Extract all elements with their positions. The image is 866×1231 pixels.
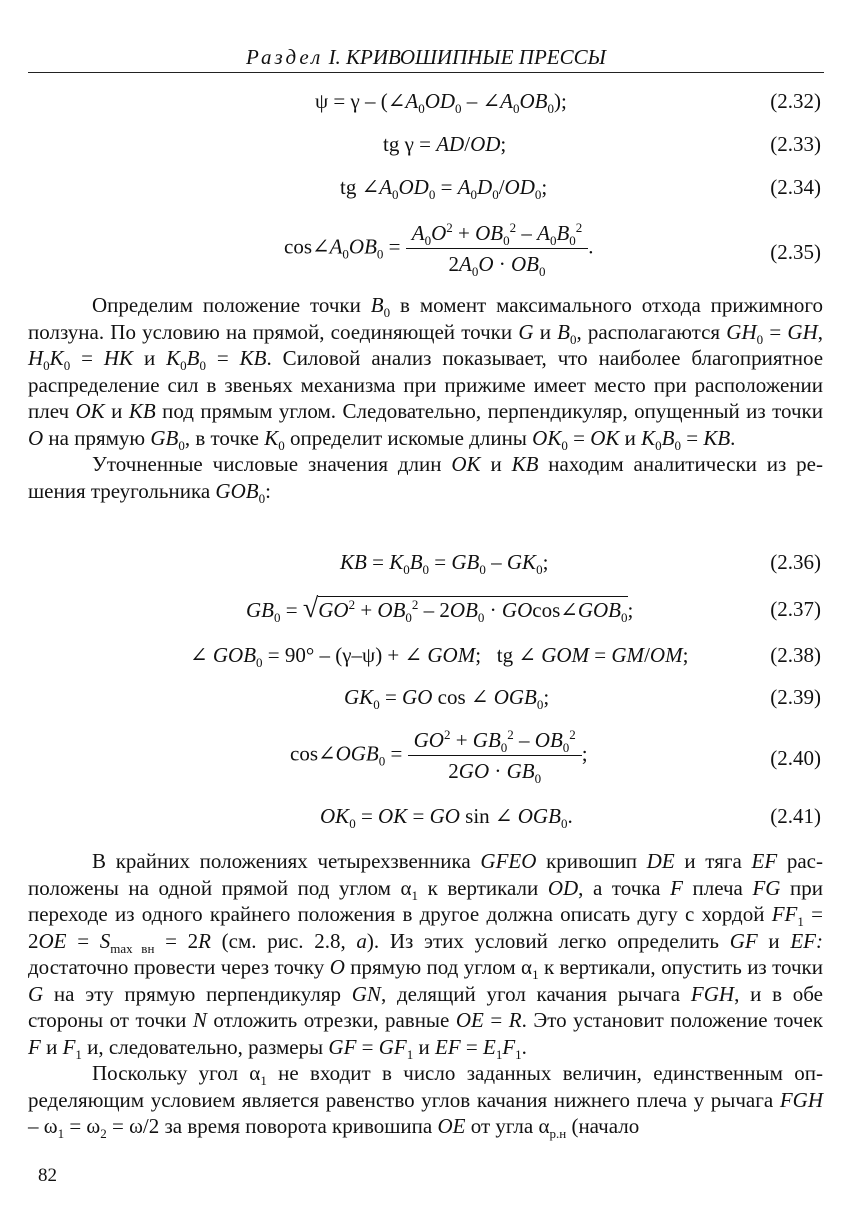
paragraph-1: Определим положение точки $B_0$ в момент максимального отхода прижимного ползуна. По условию на прямой, соединяющей точки G и $B_0$, располагаются $GH_0$ = GH, $H_0K_0$ = HK и $K_0B_0$ = KB. Силовой анализ показывает, что наиболее благоприятное распределение сил в звеньях механизма при прижиме имеет место при расположении плеч OK и KB под прямым углом. Следовательно, перпендикуляр, опущенный из точки O на прямую $GB_0$, в точке $K_0$ определит искомые длины $OK_0$ = OK и $K_0B_0$ = KB. Уточненные числовые значения длин OK и KB находим аналитически из решения треугольника $GOB_0$:	[28, 293, 824, 506]
page-number: 82	[38, 1165, 57, 1186]
equation-number: (2.39)	[770, 685, 821, 709]
equation-number: (2.40)	[770, 746, 821, 770]
equation-number: (2.41)	[770, 804, 821, 828]
section-label: Раздел	[246, 45, 324, 69]
running-header	[28, 44, 824, 73]
equation-number: (2.32)	[770, 89, 821, 113]
equation-number: (2.35)	[770, 240, 821, 264]
equation-number: (2.37)	[770, 597, 821, 621]
equation-number: (2.38)	[770, 643, 821, 667]
paragraph-2: В крайних положениях четырехзвенника GFEO кривошип DE и тяга EF расположены на одной прямой под углом $\alpha_1$ к вертикали OD, а точка F плеча FG при переходе из одного крайнего положения в другое должна описать дугу с хордой $FF_1 = 2OE = S_{max вн} = 2R$ (см. рис. 2.8, а). Из этих условий легко определить GF и EF: достаточно провести через точку O прямую под углом $\alpha_1$ к вертикали, опустить из точки G на эту прямую перпендикуляр GN, делящий угол качания рычага FGH, и в обе стороны от точки N отложить отрезки, равные OE = R. Это установит положение точек F и $F_1$ и, следовательно, размеры GF = $GF_1$ и EF = $E_1F_1$. Поскольку угол $\alpha_1$ не входит в число заданных величин, единственным определяющим условием является равенство углов качания нижнего плеча у рычага FGH – $\omega_1 = \omega_2 = \omega/2$ за время поворота кривошипа OE от угла $\alpha_{р.н}$ (начало	[28, 849, 824, 1142]
equation-number: (2.33)	[770, 132, 821, 156]
section-title: I. КРИВОШИПНЫЕ ПРЕССЫ	[323, 45, 606, 69]
equation-number: (2.34)	[770, 175, 821, 199]
equation-number: (2.36)	[770, 550, 821, 574]
